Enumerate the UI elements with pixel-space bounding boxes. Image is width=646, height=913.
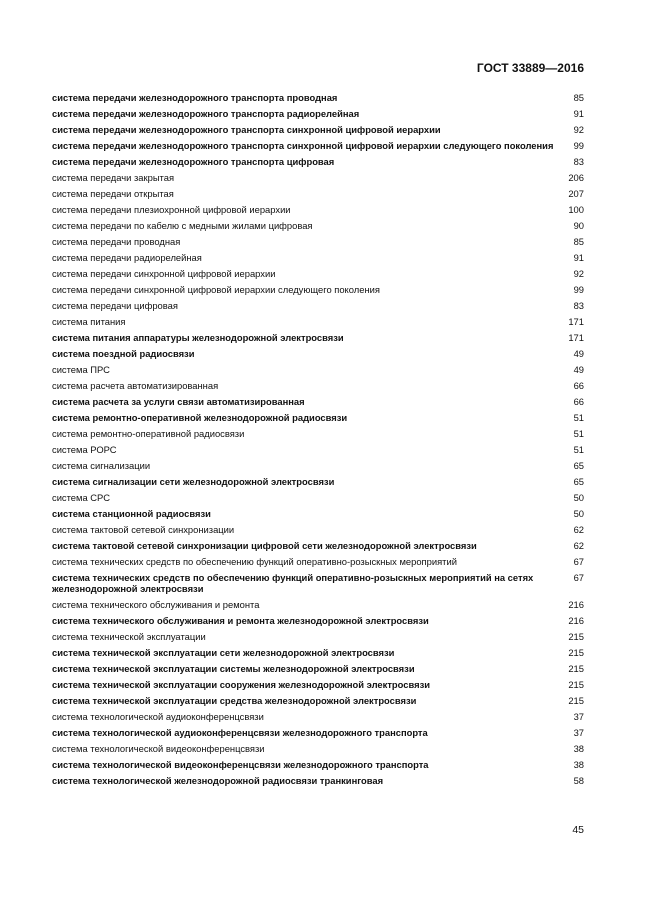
index-page-ref: 37 bbox=[573, 710, 584, 722]
index-term: система передачи железнодорожного транспорта цифровая bbox=[52, 155, 335, 167]
index-entry bbox=[52, 121, 584, 137]
index-page-ref: 62 bbox=[573, 539, 584, 551]
index-entry bbox=[52, 425, 584, 441]
index-entry bbox=[52, 596, 584, 612]
index-entry bbox=[52, 660, 584, 676]
index-entry bbox=[52, 217, 584, 233]
index-term: система тактовой сетевой синхронизации цифровой сети железнодорожной электросвязи bbox=[52, 539, 477, 551]
standard-header: ГОСТ 33889—2016 bbox=[476, 61, 584, 75]
index-entry bbox=[52, 521, 584, 537]
index-term: система СРС bbox=[52, 491, 110, 503]
index-page-ref: 99 bbox=[573, 283, 584, 295]
index-entry bbox=[52, 457, 584, 473]
index-entry bbox=[52, 89, 584, 105]
index-term: система сигнализации bbox=[52, 459, 151, 471]
page-number: 45 bbox=[572, 824, 584, 836]
index-term: система расчета за услуги связи автоматизированная bbox=[52, 395, 305, 407]
index-page-ref: 66 bbox=[573, 379, 584, 391]
index-entry bbox=[52, 361, 584, 377]
index-term: система передачи закрытая bbox=[52, 171, 175, 183]
index-term: система технических средств по обеспечению функций оперативно-розыскных мероприятий на сетях железнодорожной электросвязи bbox=[52, 571, 534, 594]
index-entry bbox=[52, 724, 584, 740]
index-entry bbox=[52, 676, 584, 692]
index-page-ref: 51 bbox=[573, 411, 584, 423]
index-entry bbox=[52, 628, 584, 644]
index-entry bbox=[52, 185, 584, 201]
index-term: система ремонтно-оперативной железнодорожной радиосвязи bbox=[52, 411, 348, 423]
index-term: система ПРС bbox=[52, 363, 110, 375]
index-page-ref: 83 bbox=[573, 155, 584, 167]
index-page-ref: 171 bbox=[568, 315, 584, 327]
index-entry bbox=[52, 249, 584, 265]
index-entry bbox=[52, 345, 584, 361]
index-term: система передачи синхронной цифровой иерархии следующего поколения bbox=[52, 283, 380, 295]
index-entry bbox=[52, 329, 584, 345]
index-page-ref: 206 bbox=[568, 171, 584, 183]
index-entry bbox=[52, 692, 584, 708]
index-term: система передачи железнодорожного транспорта проводная bbox=[52, 91, 338, 103]
index-entry bbox=[52, 612, 584, 628]
index-page-ref: 92 bbox=[573, 267, 584, 279]
index-term: система передачи железнодорожного транспорта синхронной цифровой иерархии следующего поколения bbox=[52, 139, 554, 151]
index-page-ref: 65 bbox=[573, 459, 584, 471]
index-term: система передачи проводная bbox=[52, 235, 181, 247]
index-page-ref: 215 bbox=[568, 678, 584, 690]
index-entry bbox=[52, 265, 584, 281]
index-entry bbox=[52, 537, 584, 553]
index-page-ref: 67 bbox=[573, 571, 584, 583]
index-entry bbox=[52, 708, 584, 724]
index-term: система технологической видеоконференцсвязи железнодорожного транспорта bbox=[52, 758, 429, 770]
index-entry bbox=[52, 297, 584, 313]
index-page-ref: 58 bbox=[573, 774, 584, 786]
index-page-ref: 85 bbox=[573, 235, 584, 247]
index-entry bbox=[52, 393, 584, 409]
index-term: система технической эксплуатации системы железнодорожной электросвязи bbox=[52, 662, 415, 674]
index-term: система ремонтно-оперативной радиосвязи bbox=[52, 427, 245, 439]
index-page-ref: 51 bbox=[573, 427, 584, 439]
index-entry bbox=[52, 137, 584, 153]
index-entry bbox=[52, 281, 584, 297]
index-entry bbox=[52, 233, 584, 249]
index-term: система передачи радиорелейная bbox=[52, 251, 202, 263]
index-page-ref: 50 bbox=[573, 491, 584, 503]
index-entry bbox=[52, 756, 584, 772]
index-entry bbox=[52, 644, 584, 660]
index-entry bbox=[52, 569, 584, 596]
index-term: система технического обслуживания и ремонта bbox=[52, 598, 260, 610]
index-page-ref: 90 bbox=[573, 219, 584, 231]
index-term: система поездной радиосвязи bbox=[52, 347, 195, 359]
index-page-ref: 91 bbox=[573, 251, 584, 263]
index-page-ref: 100 bbox=[568, 203, 584, 215]
index-term: система питания аппаратуры железнодорожной электросвязи bbox=[52, 331, 344, 343]
index-page-ref: 215 bbox=[568, 630, 584, 642]
index-page-ref: 37 bbox=[573, 726, 584, 738]
index-term: система РОРС bbox=[52, 443, 117, 455]
index-page-ref: 91 bbox=[573, 107, 584, 119]
index-entry bbox=[52, 553, 584, 569]
index-page-ref: 207 bbox=[568, 187, 584, 199]
index-term: система технического обслуживания и ремонта железнодорожной электросвязи bbox=[52, 614, 429, 626]
index-entry bbox=[52, 153, 584, 169]
index-term: система технической эксплуатации средства железнодорожной электросвязи bbox=[52, 694, 417, 706]
index-term: система передачи открытая bbox=[52, 187, 174, 199]
index-page-ref: 67 bbox=[573, 555, 584, 567]
index-page-ref: 99 bbox=[573, 139, 584, 151]
index-page-ref: 65 bbox=[573, 475, 584, 487]
index-entry bbox=[52, 105, 584, 121]
index-term: система технологической аудиоконференцсвязи железнодорожного транспорта bbox=[52, 726, 428, 738]
index-term: система передачи синхронной цифровой иерархии bbox=[52, 267, 276, 279]
index-entry bbox=[52, 169, 584, 185]
index-term: система передачи железнодорожного транспорта синхронной цифровой иерархии bbox=[52, 123, 441, 135]
index-entry bbox=[52, 489, 584, 505]
index-term: система технических средств по обеспечению функций оперативно-розыскных мероприятий bbox=[52, 555, 457, 567]
index-term: система технологической аудиоконференцсвязи bbox=[52, 710, 264, 722]
index-entry bbox=[52, 377, 584, 393]
index-page-ref: 38 bbox=[573, 758, 584, 770]
index-entry bbox=[52, 313, 584, 329]
index-term: система питания bbox=[52, 315, 126, 327]
index-page-ref: 215 bbox=[568, 646, 584, 658]
index-term: система передачи плезиохронной цифровой иерархии bbox=[52, 203, 291, 215]
index-page-ref: 51 bbox=[573, 443, 584, 455]
index-term: система технологической видеоконференцсвязи bbox=[52, 742, 265, 754]
index-term: система технологической железнодорожной радиосвязи транкинговая bbox=[52, 774, 384, 786]
index-page-ref: 92 bbox=[573, 123, 584, 135]
index-page-ref: 83 bbox=[573, 299, 584, 311]
index-page-ref: 215 bbox=[568, 662, 584, 674]
index-page-ref: 216 bbox=[568, 614, 584, 626]
index-term: система передачи цифровая bbox=[52, 299, 178, 311]
index-entry bbox=[52, 441, 584, 457]
index-entries bbox=[52, 89, 584, 788]
index-entry bbox=[52, 409, 584, 425]
index-page-ref: 171 bbox=[568, 331, 584, 343]
index-term: система технической эксплуатации сети железнодорожной электросвязи bbox=[52, 646, 395, 658]
index-entry bbox=[52, 201, 584, 217]
index-page-ref: 49 bbox=[573, 363, 584, 375]
index-page-ref: 66 bbox=[573, 395, 584, 407]
index-entry bbox=[52, 740, 584, 756]
index-page-ref: 215 bbox=[568, 694, 584, 706]
index-page-ref: 50 bbox=[573, 507, 584, 519]
index-entry bbox=[52, 772, 584, 788]
index-entry bbox=[52, 505, 584, 521]
index-page-ref: 38 bbox=[573, 742, 584, 754]
index-term: система передачи железнодорожного транспорта радиорелейная bbox=[52, 107, 360, 119]
index-page-ref: 49 bbox=[573, 347, 584, 359]
index-term: система расчета автоматизированная bbox=[52, 379, 219, 391]
index-term: система технической эксплуатации bbox=[52, 630, 206, 642]
index-page-ref: 85 bbox=[573, 91, 584, 103]
index-term: система тактовой сетевой синхронизации bbox=[52, 523, 235, 535]
index-term: система передачи по кабелю с медными жилами цифровая bbox=[52, 219, 313, 231]
index-term: система сигнализации сети железнодорожной электросвязи bbox=[52, 475, 335, 487]
index-page-ref: 216 bbox=[568, 598, 584, 610]
index-entry bbox=[52, 473, 584, 489]
index-term: система технической эксплуатации сооружения железнодорожной электросвязи bbox=[52, 678, 430, 690]
index-page-ref: 62 bbox=[573, 523, 584, 535]
index-term: система станционной радиосвязи bbox=[52, 507, 211, 519]
